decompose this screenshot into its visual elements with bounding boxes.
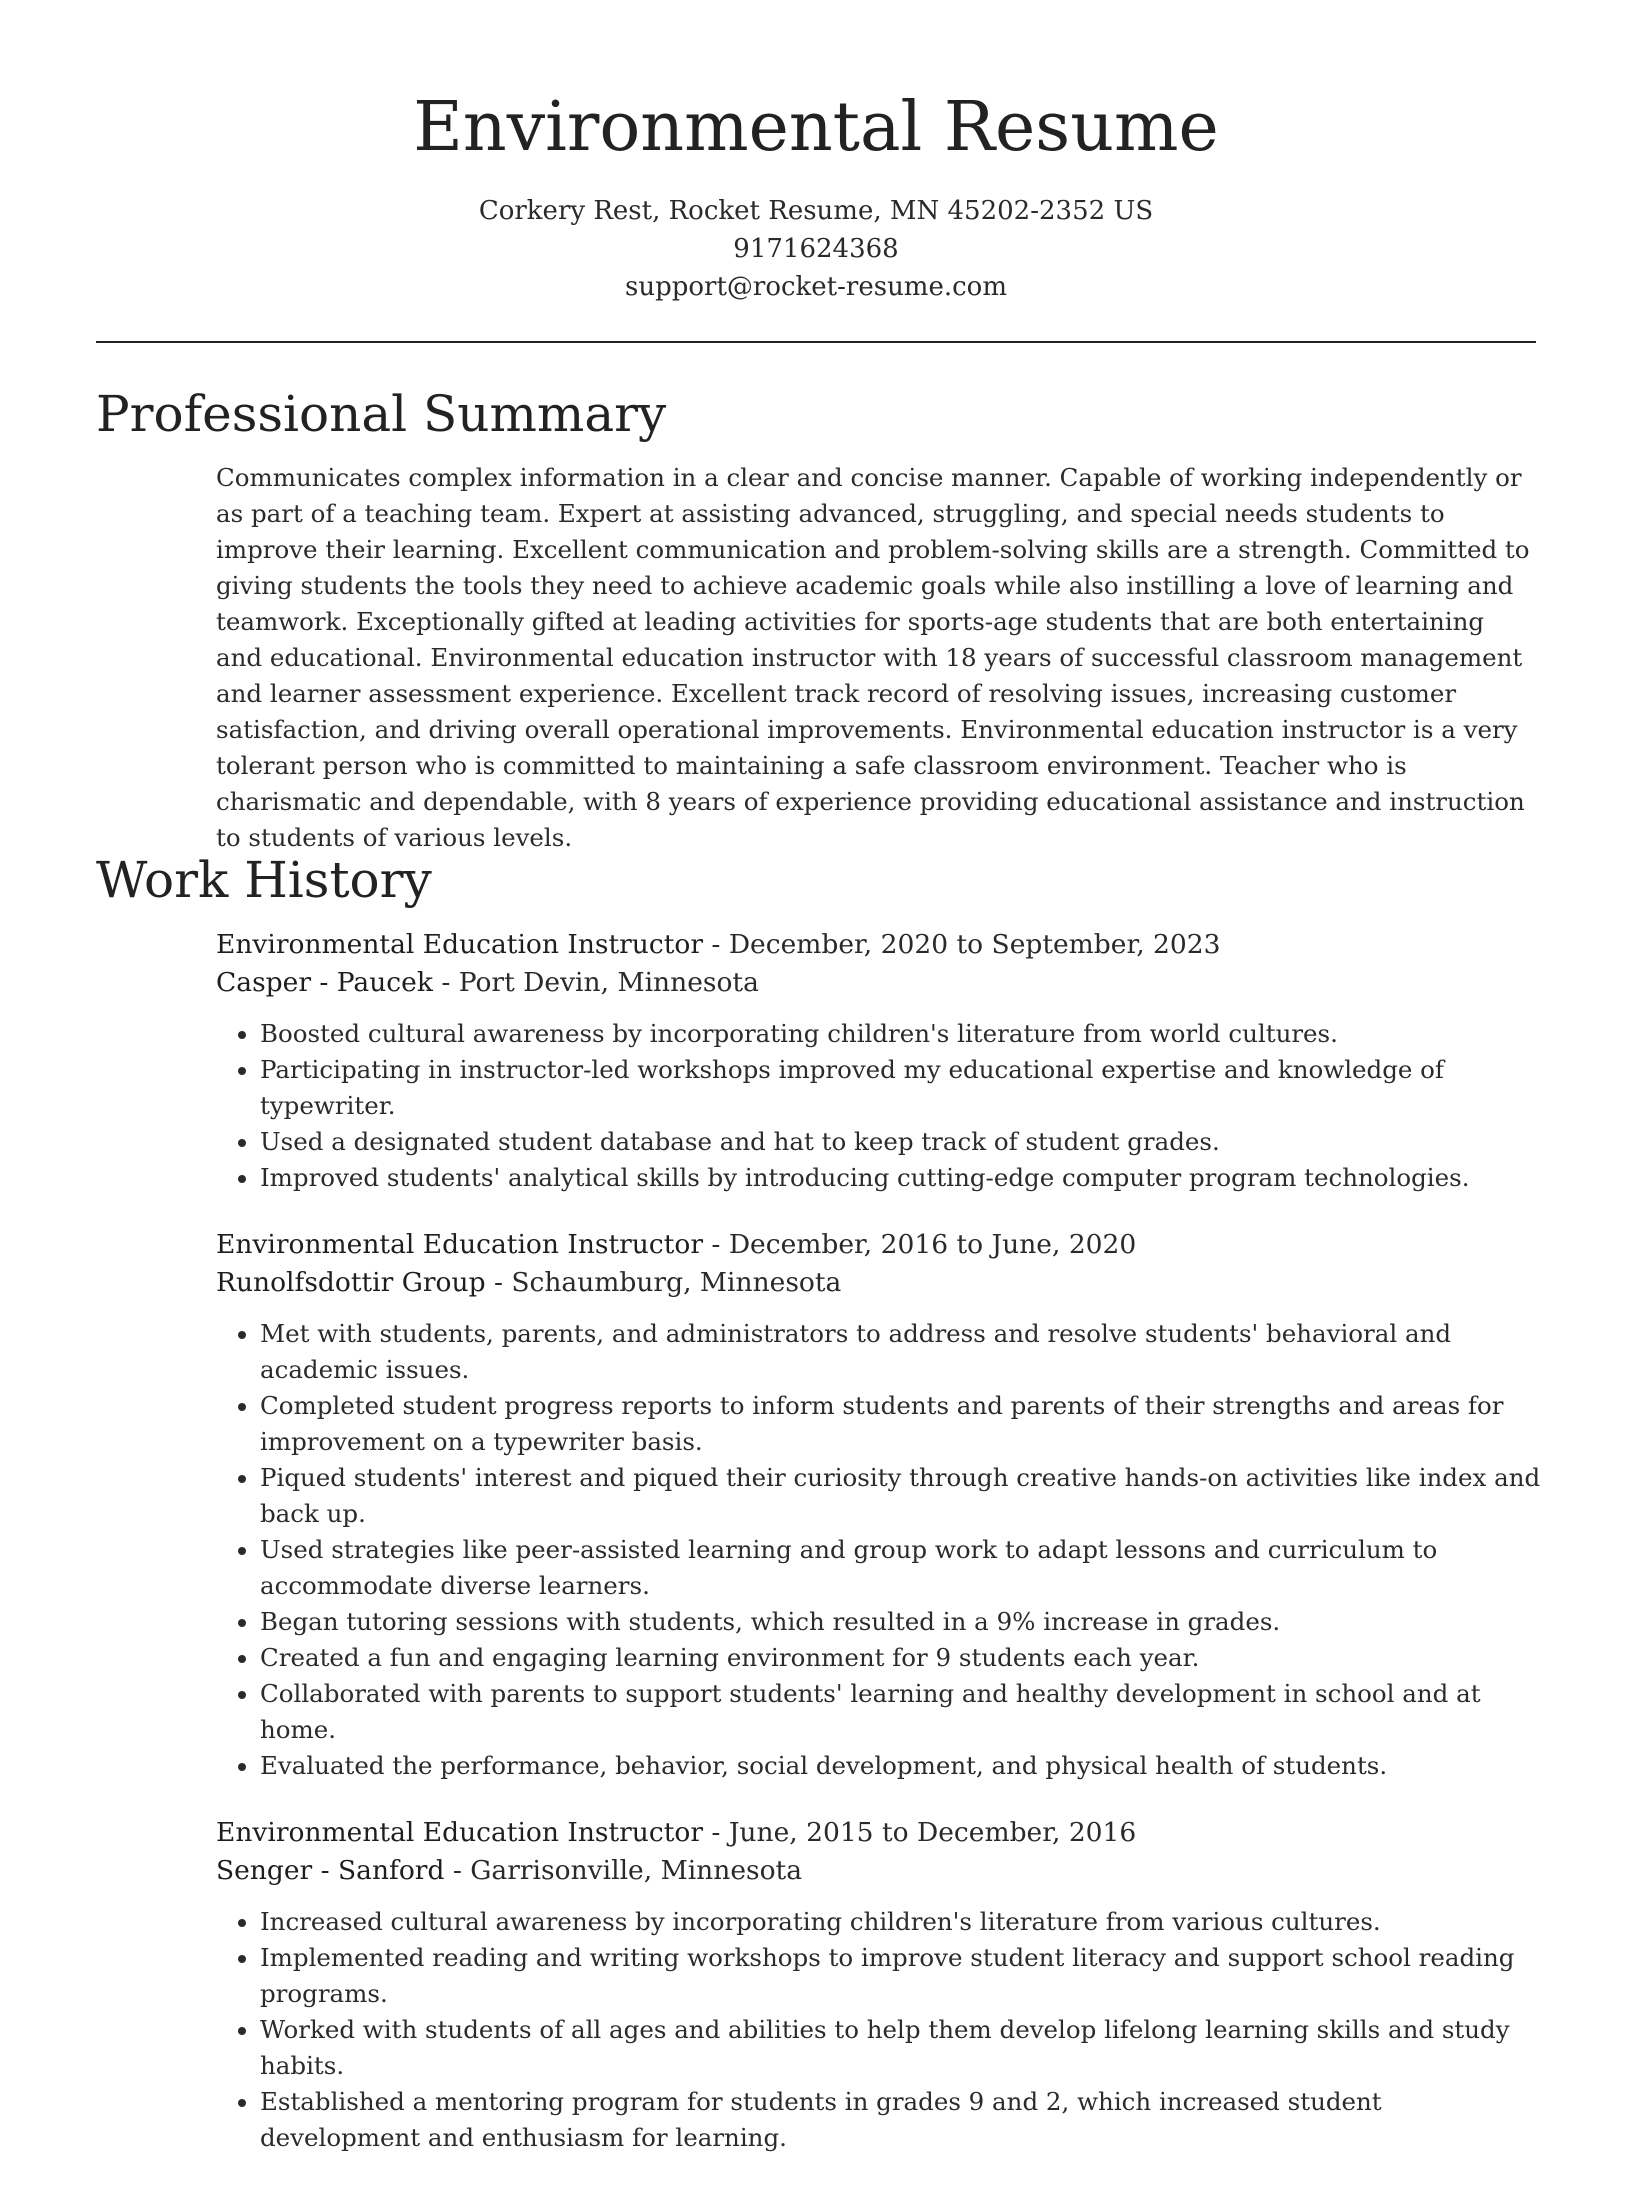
job-company-line <box>216 964 1546 1002</box>
job-position: Environmental Education Instructor <box>216 1817 703 1848</box>
job-company-line <box>216 1852 1546 1890</box>
job-company: Senger - Sanford <box>216 1855 445 1886</box>
job-bullet: • Participating in instructor-led workshops improved my educational expertise and knowledge of typewriter. <box>260 1052 1546 1124</box>
job-bullets <box>216 1904 1546 2156</box>
job-bullet: • Boosted cultural awareness by incorporating children's literature from world cultures. <box>260 1016 1546 1052</box>
job-entry <box>216 926 1546 1196</box>
job-bullet: • Increased cultural awareness by incorporating children's literature from various cultures. <box>260 1904 1546 1940</box>
job-company: Runolfsdottir Group <box>216 1267 486 1298</box>
job-entry <box>216 1814 1546 2156</box>
job-company-line <box>216 1264 1546 1302</box>
job-separator: - <box>432 967 459 998</box>
job-dates: December, 2020 to September, 2023 <box>728 929 1221 960</box>
job-bullet: • Met with students, parents, and administrators to address and resolve students' behavioral and academic issues. <box>260 1316 1546 1388</box>
job-bullet: • Used strategies like peer-assisted learning and group work to adapt lessons and curriculum to accommodate diverse learners. <box>260 1532 1546 1604</box>
job-title-line <box>216 1226 1546 1264</box>
job-bullet: • Improved students' analytical skills by introducing cutting-edge computer program technologies. <box>260 1160 1546 1196</box>
summary-section-title: Professional Summary <box>96 385 667 443</box>
job-position: Environmental Education Instructor <box>216 1229 703 1260</box>
job-bullet: • Completed student progress reports to inform students and parents of their strengths and areas for improvement on a typewriter basis. <box>260 1388 1546 1460</box>
job-location: Schaumburg, Minnesota <box>511 1267 842 1298</box>
job-location: Port Devin, Minnesota <box>458 967 759 998</box>
header-divider <box>96 341 1536 343</box>
job-title-line <box>216 926 1546 964</box>
job-bullet: • Piqued students' interest and piqued their curiosity through creative hands-on activities like index and back up. <box>260 1460 1546 1532</box>
job-dates: December, 2016 to June, 2020 <box>728 1229 1137 1260</box>
work-history-list <box>216 926 1546 2186</box>
job-bullet: • Used a designated student database and hat to keep track of student grades. <box>260 1124 1546 1160</box>
job-bullet: • Worked with students of all ages and abilities to help them develop lifelong learning skills and study habits. <box>260 2012 1546 2084</box>
job-location: Garrisonville, Minnesota <box>470 1855 803 1886</box>
contact-email: support@rocket-resume.com <box>624 272 1007 302</box>
job-separator: - <box>485 1267 512 1298</box>
job-entry <box>216 1226 1546 1784</box>
job-title-line <box>216 1814 1546 1852</box>
job-bullet: • Began tutoring sessions with students, which resulted in a 9% increase in grades. <box>260 1604 1546 1640</box>
job-bullet: • Collaborated with parents to support students' learning and healthy development in school and at home. <box>260 1676 1546 1748</box>
job-separator: - <box>703 1817 729 1848</box>
contact-phone: 9171624368 <box>733 234 899 264</box>
job-bullets <box>216 1016 1546 1196</box>
contact-block <box>0 192 1632 306</box>
job-separator: - <box>703 1229 729 1260</box>
resume-name: Environmental Resume <box>413 88 1219 167</box>
job-bullets <box>216 1316 1546 1784</box>
work-history-section-title: Work History <box>96 851 432 909</box>
job-bullet: • Evaluated the performance, behavior, social development, and physical health of students. <box>260 1748 1546 1784</box>
resume-header <box>0 0 1632 306</box>
job-bullet: • Implemented reading and writing workshops to improve student literacy and support school reading programs. <box>260 1940 1546 2012</box>
job-separator: - <box>703 929 729 960</box>
job-company: Casper - Paucek <box>216 967 433 998</box>
job-separator: - <box>444 1855 471 1886</box>
contact-address: Corkery Rest, Rocket Resume, MN 45202-2352 US <box>478 196 1154 226</box>
job-bullet: • Created a fun and engaging learning environment for 9 students each year. <box>260 1640 1546 1676</box>
job-dates: June, 2015 to December, 2016 <box>728 1817 1137 1848</box>
summary-text: Communicates complex information in a clear and concise manner. Capable of working independently or as part of a teaching team. Expert at assisting advanced, struggling, and special needs students to improve their learning. Excellent communication and problem-solving skills are a strength. Committed to giving students the tools they need to achieve academic goals while also instilling a love of learning and teamwork. Exceptionally gifted at leading activities for sports-age students that are both entertaining and educational. Environmental education instructor with 18 years of successful classroom management and learner assessment experience. Excellent track record of resolving issues, increasing customer satisfaction, and driving overall operational improvements. Environmental education instructor is a very tolerant person who is committed to maintaining a safe classroom environment. Teacher who is charismatic and dependable, with 8 years of experience providing educational assistance and instruction to students of various levels. <box>216 463 1530 852</box>
job-position: Environmental Education Instructor <box>216 929 703 960</box>
job-bullet: • Established a mentoring program for students in grades 9 and 2, which increased student development and enthusiasm for learning. <box>260 2084 1546 2156</box>
